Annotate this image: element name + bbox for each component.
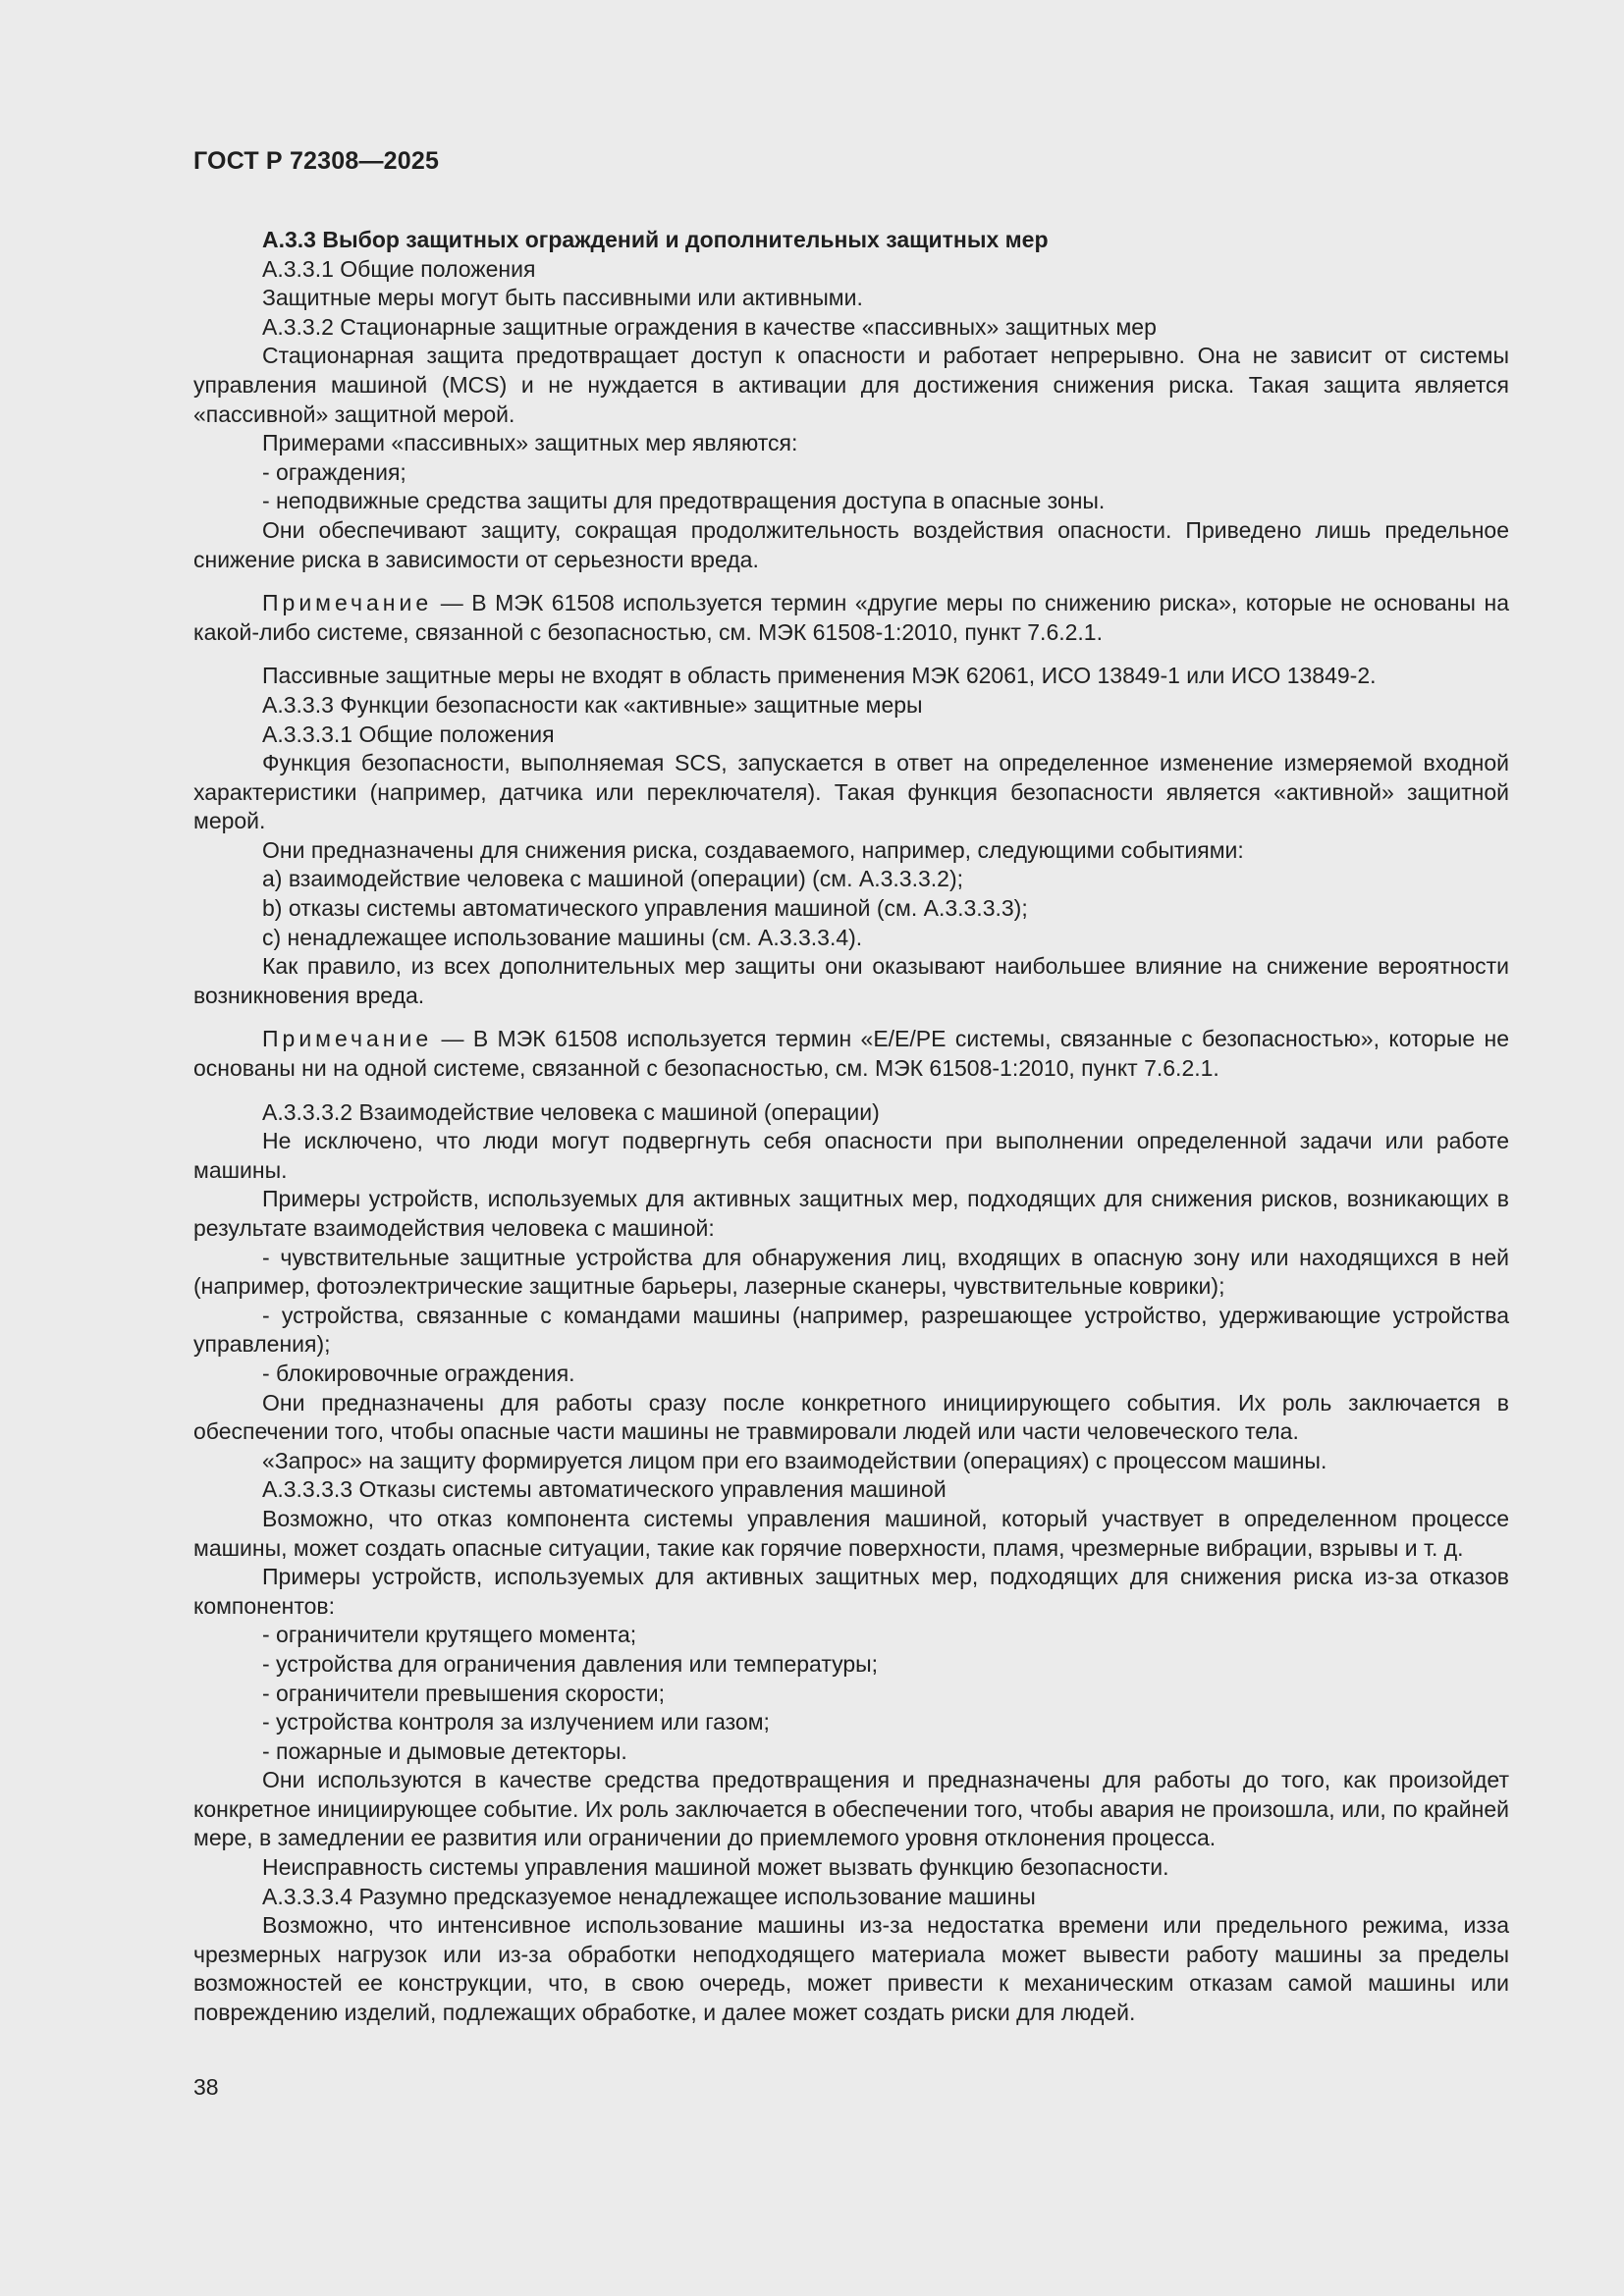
body-paragraph: - устройства для ограничения давления или температуры; — [262, 1650, 879, 1677]
body-paragraph: Возможно, что интенсивное использование машины из-за недостатка времени или предельного режима, изза чрезмерных нагрузок или из-за обработки неподходящего материала может вывести работу машины за пределы возможностей ее конструкции, что, в свою очередь, может привести к механическим отказам самой машины или повреждению изделий, подлежащих обработке, и далее может создать риски для людей. — [193, 1912, 1509, 2026]
note-label: Примечание — [262, 1026, 433, 1052]
note-text: — В МЭК 61508 используется термин «E/E/PE системы, связанные с безопасностью», которые не основаны ни на одной системе, связанной с безопасностью, см. МЭК 61508-1:2010, пункт 7.6.2.1. — [193, 1026, 1509, 1082]
body-paragraph: А.3.3.3.4 Разумно предсказуемое ненадлежащее использование машины — [262, 1883, 1036, 1909]
page-number: 38 — [193, 2074, 219, 2100]
body-paragraph: - чувствительные защитные устройства для обнаружения лиц, входящих в опасную зону или находящихся в ней (например, фотоэлектрические защитные барьеры, лазерные сканеры, чувствительные коврики); — [193, 1244, 1509, 1300]
body-paragraph: А.3.3.3.2 Взаимодействие человека с машиной (операции) — [262, 1098, 880, 1125]
body-paragraph: Стационарная защита предотвращает доступ к опасности и работает непрерывно. Она не зависит от системы управления машиной (MCS) и не нуждается в активации для достижения снижения риска. Такая защита является «пассивной» защитной мерой. — [193, 343, 1509, 427]
body-paragraph: Они предназначены для работы сразу после конкретного инициирующего события. Их роль заключается в обеспечении того, чтобы опасные части машины не травмировали людей или части человеческого тела. — [193, 1389, 1509, 1445]
body-paragraph: c) ненадлежащее использование машины (см. А.3.3.3.4). — [262, 924, 863, 950]
body-paragraph: А.3.3.3.3 Отказы системы автоматического управления машиной — [262, 1476, 947, 1503]
note-label: Примечание — [262, 590, 433, 616]
body-paragraph: - ограничители крутящего момента; — [262, 1622, 637, 1648]
body-paragraph: a) взаимодействие человека с машиной (операции) (см. А.3.3.3.2); — [262, 866, 963, 892]
body-paragraph: А.3.3.1 Общие положения — [262, 255, 536, 282]
body-paragraph: А.3.3.3 Функции безопасности как «активные» защитные меры — [262, 691, 923, 718]
body-paragraph: Защитные меры могут быть пассивными или активными. — [262, 285, 863, 311]
body-paragraph: «Запрос» на защиту формируется лицом при его взаимодействии (операциях) с процессом машины. — [262, 1447, 1327, 1473]
body-paragraph: - неподвижные средства защиты для предотвращения доступа в опасные зоны. — [262, 488, 1106, 514]
body-paragraph: - пожарные и дымовые детекторы. — [262, 1737, 627, 1764]
body-paragraph: Как правило, из всех дополнительных мер защиты они оказывают наибольшее влияние на снижение вероятности возникновения вреда. — [193, 953, 1509, 1008]
body-paragraph: Они предназначены для снижения риска, создаваемого, например, следующими событиями: — [262, 836, 1244, 863]
body-paragraph: А.3.3.3.1 Общие положения — [262, 721, 555, 747]
body-paragraph: - устройства контроля за излучением или газом; — [262, 1709, 770, 1735]
body-paragraph: Они обеспечивают защиту, сокращая продолжительность воздействия опасности. Приведено лишь предельное снижение риска в зависимости от серьезности вреда. — [193, 516, 1509, 572]
body-paragraph: Примерами «пассивных» защитных мер являются: — [262, 430, 798, 456]
body-paragraph: b) отказы системы автоматического управления машиной (см. А.3.3.3.3); — [262, 895, 1028, 922]
standard-header: ГОСТ Р 72308—2025 — [193, 147, 440, 175]
note-paragraph — [193, 1025, 1509, 1083]
body-paragraph: Не исключено, что люди могут подвергнуть себя опасности при выполнении определенной задачи или работе машины. — [193, 1128, 1509, 1183]
body-paragraph: - устройства, связанные с командами машины (например, разрешающее устройство, удерживающие устройства управления); — [193, 1302, 1509, 1358]
body-paragraph: Неисправность системы управления машиной может вызвать функцию безопасности. — [262, 1854, 1169, 1881]
body-paragraph: Примеры устройств, используемых для активных защитных мер, подходящих для снижения рисков, возникающих в результате взаимодействия человека с машиной: — [193, 1186, 1509, 1241]
body-paragraph: А.3.3.2 Стационарные защитные ограждения в качестве «пассивных» защитных мер — [262, 313, 1157, 340]
section-heading: А.3.3 Выбор защитных ограждений и дополнительных защитных мер — [262, 227, 1049, 252]
body-paragraph: Примеры устройств, используемых для активных защитных мер, подходящих для снижения риска из-за отказов компонентов: — [193, 1564, 1509, 1619]
body-paragraph: Они используются в качестве средства предотвращения и предназначены для работы до того, как произойдет конкретное инициирующее событие. Их роль заключается в обеспечении того, чтобы авария не произошла, или, по крайней мере, в замедлении ее развития или ограничении до приемлемого уровня отклонения процесса. — [193, 1767, 1509, 1851]
body-paragraph: - ограждения; — [262, 458, 406, 485]
body-paragraph: Функция безопасности, выполняемая SCS, запускается в ответ на определенное изменение измеряемой входной характеристики (например, датчика или переключателя). Такая функция безопасности является «активной» защитной мерой. — [193, 750, 1509, 834]
body-paragraph: Возможно, что отказ компонента системы управления машиной, который участвует в определенном процессе машины, может создать опасные ситуации, такие как горячие поверхности, пламя, чрезмерные вибрации, взрывы и т. д. — [193, 1505, 1509, 1561]
body-paragraph: - ограничители превышения скорости; — [262, 1680, 666, 1706]
body-paragraph: - блокировочные ограждения. — [262, 1360, 575, 1386]
document-body — [193, 226, 1509, 2028]
note-paragraph — [193, 589, 1509, 647]
body-paragraph: Пассивные защитные меры не входят в область применения МЭК 62061, ИСО 13849-1 или ИСО 13849-2. — [262, 663, 1377, 689]
note-text: — В МЭК 61508 используется термин «другие меры по снижению риска», которые не основаны на какой-либо системе, связанной с безопасностью, см. МЭК 61508-1:2010, пункт 7.6.2.1. — [193, 590, 1509, 645]
